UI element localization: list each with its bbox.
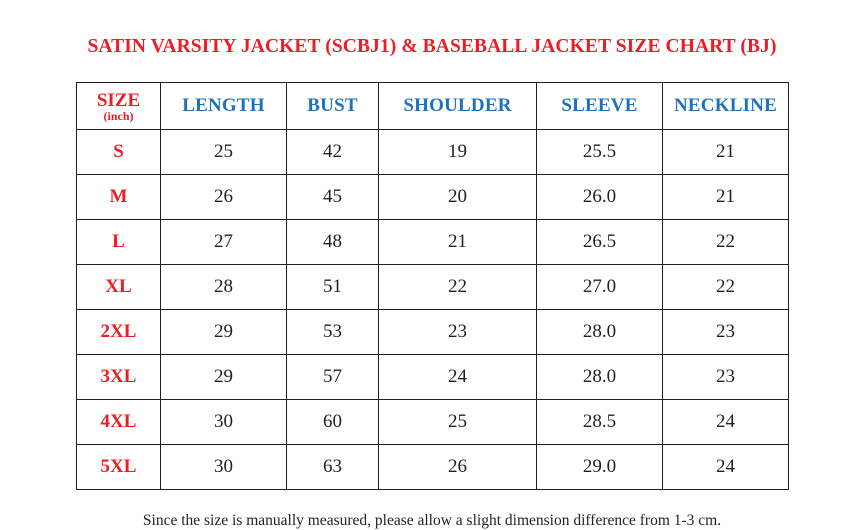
cell-length: 29 [161, 310, 287, 355]
cell-size: M [77, 175, 161, 220]
cell-size: 5XL [77, 445, 161, 490]
cell-size: S [77, 130, 161, 175]
cell-bust: 57 [287, 355, 379, 400]
cell-size: XL [77, 265, 161, 310]
table-row [77, 310, 789, 355]
cell-shoulder: 21 [379, 220, 537, 265]
cell-sleeve: 25.5 [537, 130, 663, 175]
cell-sleeve: 28.0 [537, 355, 663, 400]
cell-sleeve: 26.0 [537, 175, 663, 220]
size-table-container [76, 82, 788, 490]
cell-bust: 42 [287, 130, 379, 175]
cell-length: 25 [161, 130, 287, 175]
table-row [77, 355, 789, 400]
cell-neckline: 24 [663, 445, 789, 490]
cell-shoulder: 22 [379, 265, 537, 310]
cell-sleeve: 29.0 [537, 445, 663, 490]
table-header [77, 83, 789, 130]
table-row [77, 265, 789, 310]
column-header-bust: BUST [287, 83, 379, 130]
cell-bust: 53 [287, 310, 379, 355]
cell-bust: 63 [287, 445, 379, 490]
cell-neckline: 24 [663, 400, 789, 445]
cell-neckline: 23 [663, 310, 789, 355]
column-header-neckline: NECKLINE [663, 83, 789, 130]
cell-sleeve: 28.5 [537, 400, 663, 445]
table-body [77, 130, 789, 490]
cell-neckline: 22 [663, 265, 789, 310]
cell-neckline: 21 [663, 175, 789, 220]
cell-neckline: 22 [663, 220, 789, 265]
table-header-row [77, 83, 789, 130]
cell-neckline: 21 [663, 130, 789, 175]
cell-shoulder: 26 [379, 445, 537, 490]
cell-bust: 51 [287, 265, 379, 310]
cell-size: L [77, 220, 161, 265]
cell-bust: 45 [287, 175, 379, 220]
cell-sleeve: 27.0 [537, 265, 663, 310]
cell-length: 29 [161, 355, 287, 400]
cell-size: 2XL [77, 310, 161, 355]
column-header-size-label: SIZE [96, 89, 141, 111]
cell-bust: 60 [287, 400, 379, 445]
cell-length: 30 [161, 400, 287, 445]
column-header-size-unit: (inch) [103, 108, 134, 123]
cell-shoulder: 19 [379, 130, 537, 175]
size-chart-table [76, 82, 789, 490]
cell-sleeve: 28.0 [537, 310, 663, 355]
column-header-length: LENGTH [161, 83, 287, 130]
table-row [77, 220, 789, 265]
cell-neckline: 23 [663, 355, 789, 400]
cell-shoulder: 23 [379, 310, 537, 355]
table-row [77, 175, 789, 220]
cell-size: 4XL [77, 400, 161, 445]
cell-shoulder: 20 [379, 175, 537, 220]
cell-sleeve: 26.5 [537, 220, 663, 265]
measurement-note: Since the size is manually measured, please allow a slight dimension difference from 1-3 cm. [142, 512, 722, 530]
table-row [77, 445, 789, 490]
cell-bust: 48 [287, 220, 379, 265]
cell-length: 27 [161, 220, 287, 265]
column-header-sleeve: SLEEVE [537, 83, 663, 130]
cell-size: 3XL [77, 355, 161, 400]
column-header-shoulder: SHOULDER [379, 83, 537, 130]
column-header-size [77, 83, 161, 130]
cell-length: 28 [161, 265, 287, 310]
page-title: SATIN VARSITY JACKET (SCBJ1) & BASEBALL JACKET SIZE CHART (BJ) [87, 36, 777, 57]
cell-length: 26 [161, 175, 287, 220]
cell-length: 30 [161, 445, 287, 490]
table-row [77, 400, 789, 445]
cell-shoulder: 25 [379, 400, 537, 445]
cell-shoulder: 24 [379, 355, 537, 400]
table-row [77, 130, 789, 175]
